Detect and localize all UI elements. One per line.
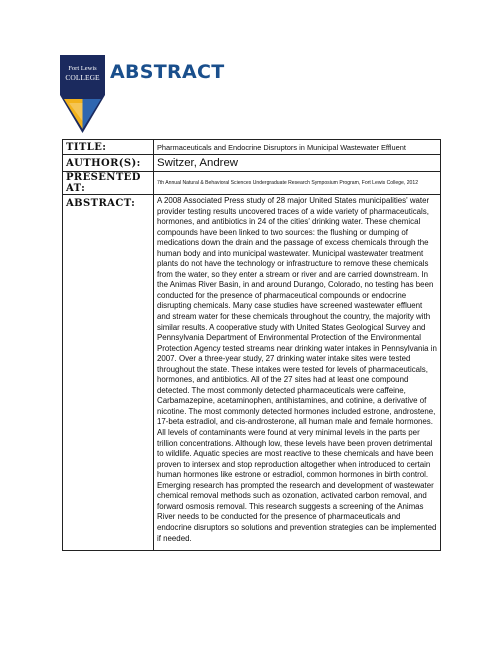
- page-heading: ABSTRACT: [110, 61, 225, 83]
- title-label: TITLE:: [63, 140, 154, 155]
- college-logo-graphic: [60, 55, 105, 133]
- author-row: [63, 155, 441, 172]
- title-value: Pharmaceuticals and Endocrine Disruptors in Municipal Wastewater Effluent: [154, 140, 441, 155]
- abstract-details-table: [62, 139, 441, 551]
- svg-text:COLLEGE: COLLEGE: [65, 73, 100, 82]
- author-value: Switzer, Andrew: [154, 155, 441, 172]
- presented-at-row: [63, 172, 441, 195]
- abstract-text: A 2008 Associated Press study of 28 major United States municipalities' water provider testing results uncovered traces of a wide variety of pharmaceuticals, hormones, and antibiotics in 24 of the cities' drinking water. These chemical compounds have been linked to two sources: the flushing or dumping of medications down the drain and the passage of excess chemicals through the human body and into municipal wastewater. Municipal wastewater treatment plants do not have the technology or infrastructure to remove these chemicals from the water, so they enter a stream or river and are carried downstream. In the Animas River Basin, in and around Durango, Colorado, no testing has been conducted for the presence of pharmaceutical compounds or endocrine disrupting chemicals. Many case studies have screened wastewater effluent and stream water for these chemicals throughout the country, the majority with similar results. A cooperative study with United States Geological Survey and Pennsylvania Department of Environmental Protection of the Environmental Protection Agency tested streams near drinking water intakes in Pennsylvania in 2007. Over a three-year study, 27 drinking water intake sites were tested throughout the state. These intakes were tested for levels of pharmaceuticals, hormones, and antibiotics. All of the 27 sites had at least one compound detected. The most commonly detected pharmaceuticals were caffeine, Carbamazepine, acetaminophen, antihistamines, and cotinine, a derivative of nicotine. The most commonly detected hormones included estrone, androstene, 17-beta estradiol, and cis-androsterone, all human male and female hormones. All levels of contaminants were found at very minimal levels in the parts per trillion concentrations. Although low, these levels have been proven detrimental to wildlife. Aquatic species are most reactive to these chemicals and have been proven to intersex and stop reproduction altogether when introduced to certain human hormones like estrone or estradiol, common hormones in birth control. Emerging research has prompted the research and development of wastewater chemical removal methods such as ozonation, activated carbon removal, and forward osmosis removal. This research suggests a screening of the Animas River needs to be conducted for the presence of pharmaceuticals and endocrine disruptors so solutions and prevention strategies can be implemented if needed.: [154, 195, 441, 551]
- fort-lewis-college-logo: [60, 55, 105, 133]
- presented-at-value: 7th Annual Natural & Behavioral Sciences Undergraduate Research Symposium Program, Fort Lewis College, 2012: [154, 172, 441, 195]
- svg-text:Fort Lewis: Fort Lewis: [68, 65, 97, 72]
- author-label: AUTHOR(S):: [63, 155, 154, 172]
- title-row: [63, 140, 441, 155]
- abstract-label: ABSTRACT:: [63, 195, 154, 551]
- abstract-row: [63, 195, 441, 551]
- presented-at-label: PRESENTED AT:: [63, 172, 154, 195]
